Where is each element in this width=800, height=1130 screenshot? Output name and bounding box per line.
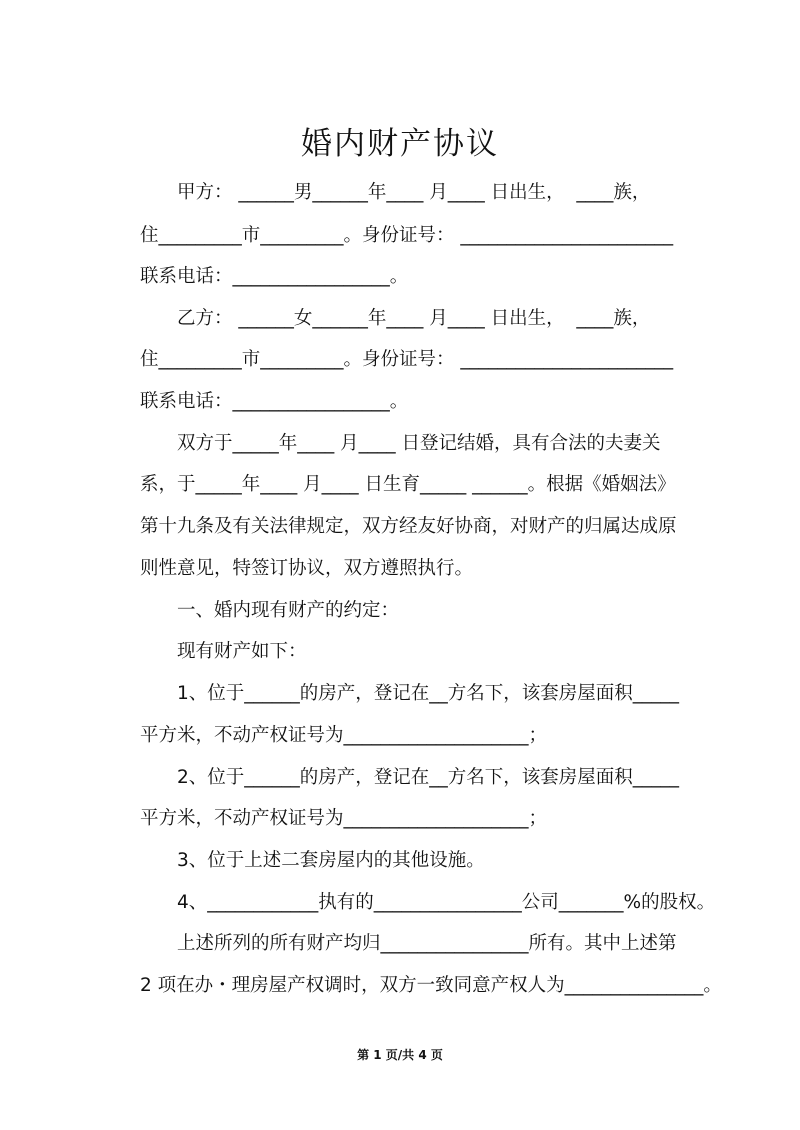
marriage-paragraph-line: 系，于_____年____ 月____ 日生育_____ ______。根据《婚姻法》 bbox=[140, 474, 676, 495]
marriage-paragraph-line: 则性意见，特签订协议，双方遵照执行。 bbox=[140, 558, 474, 579]
document-title: 婚内财产协议 bbox=[301, 126, 499, 162]
property-item-3: 3、位于上述二套房屋内的其他设施。 bbox=[177, 850, 485, 871]
property-list-intro: 现有财产如下： bbox=[177, 641, 307, 662]
party-a-info-line: 甲方： ______男______年____ 月____ 日出生， ____族， bbox=[177, 182, 651, 203]
property-item-1-cont: 平方米，不动产权证号为____________________； bbox=[140, 725, 548, 746]
party-b-address-line: 住_________市_________。身份证号： _______________________ bbox=[140, 349, 674, 370]
section-heading: 一、婚内现有财产的约定： bbox=[177, 600, 400, 621]
page-number: 第 1 页/共 4 页 bbox=[357, 1048, 443, 1062]
party-b-phone-line: 联系电话：_________________。 bbox=[140, 391, 409, 412]
party-b-info-line: 乙方： ______女______年____ 月____ 日出生， ____族， bbox=[177, 308, 651, 329]
property-item-4: 4、____________执有的________________公司_______%的股权。 bbox=[177, 892, 716, 913]
ownership-paragraph-line: 上述所列的所有财产均归________________所有。其中上述第 bbox=[177, 933, 677, 954]
property-item-2: 2、位于______的房产，登记在__方名下，该套房屋面积_____ bbox=[177, 767, 680, 788]
property-item-1: 1、位于______的房产，登记在__方名下，该套房屋面积_____ bbox=[177, 683, 680, 704]
property-item-2-cont: 平方米，不动产权证号为____________________； bbox=[140, 808, 548, 829]
party-a-phone-line: 联系电话：_________________。 bbox=[140, 266, 409, 287]
marriage-paragraph-line: 双方于_____年____ 月____ 日登记结婚，具有合法的夫妻关 bbox=[177, 433, 661, 454]
party-a-address-line: 住_________市_________。身份证号： _______________________ bbox=[140, 225, 674, 246]
ownership-paragraph-line: 2 项在办・理房屋产权调时，双方一致同意产权人为_______________。 bbox=[140, 975, 722, 996]
marriage-paragraph-line: 第十九条及有关法律规定，双方经友好协商，对财产的归属达成原 bbox=[140, 516, 677, 537]
